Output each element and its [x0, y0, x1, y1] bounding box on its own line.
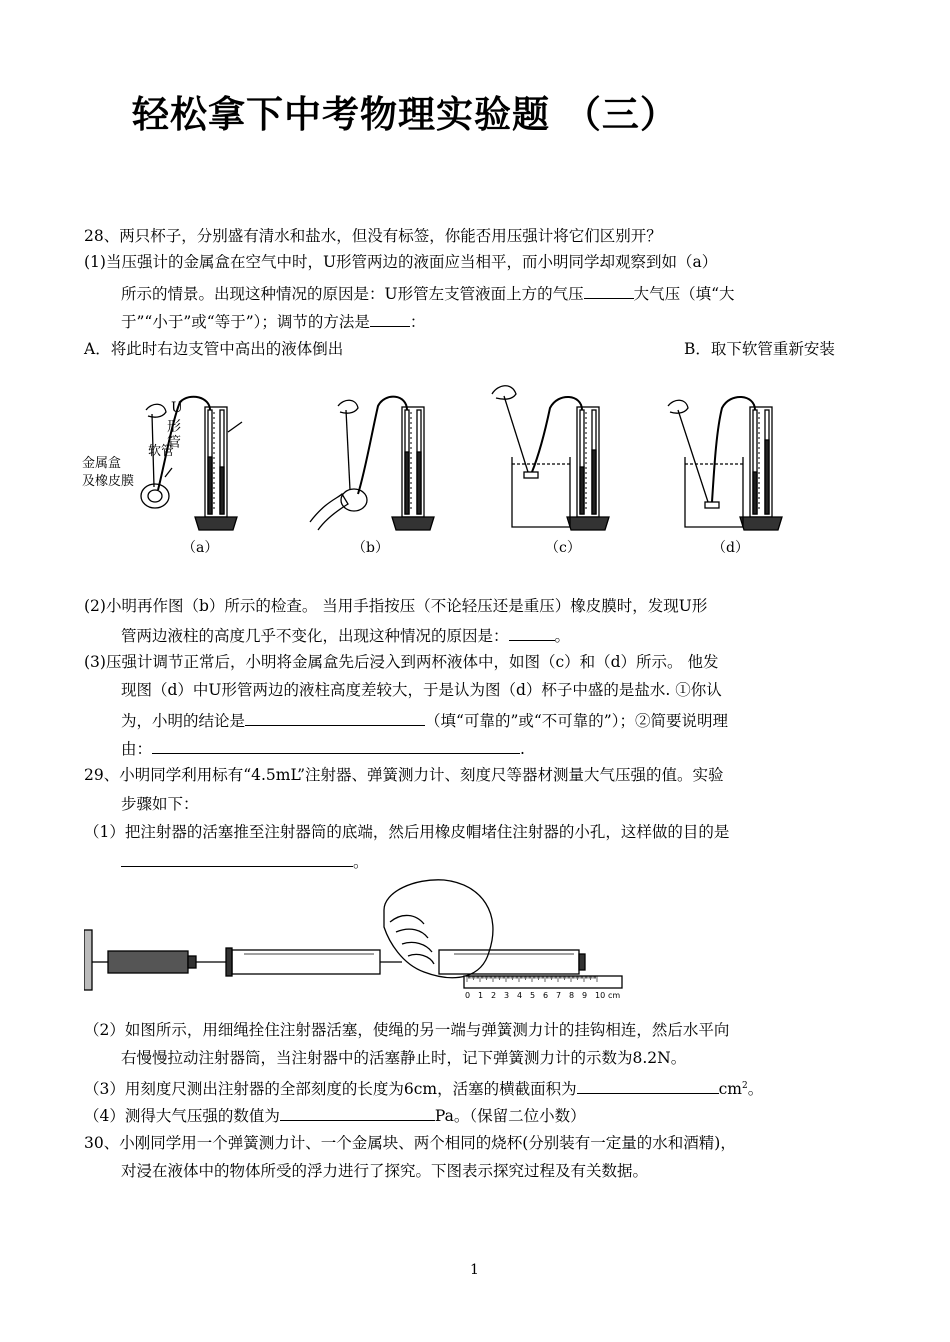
ruler-label: 4 — [517, 991, 523, 1000]
figure-d — [668, 397, 782, 530]
caption-a: （a） — [182, 540, 219, 556]
q30-line1: 30、小刚同学用一个弹簧测力计、一个金属块、两个相同的烧杯(分别装有一定量的水和酒精)， — [84, 1134, 736, 1152]
q28-part3-line2: 现图（d）中U形管两边的液柱高度差较大，于是认为图（d）杯子中盛的是盐水. ①你认 — [121, 681, 722, 699]
q28-part2-line2: 管两边液柱的高度几乎不变化，出现这种情况的原因是： 。 — [121, 624, 570, 646]
q28-blank-pressure[interactable] — [584, 282, 634, 299]
q29-part2-line1: （2）如图所示，用细绳拴住注射器活塞，使绳的另一端与弹簧测力计的挂钩相连，然后水平向 — [84, 1021, 730, 1039]
ruler-label: 8 — [569, 991, 575, 1000]
ruler-label: cm — [608, 991, 621, 1000]
q29-part1-line2: 。 — [121, 850, 369, 872]
q28-blank-explanation[interactable] — [152, 737, 520, 754]
q29-part3: （3）用刻度尺测出注射器的全部刻度的长度为6cm，活塞的横截面积为 $cm^2$。 — [84, 1076, 763, 1099]
page-title: 轻松拿下中考物理实验题 （三） — [132, 93, 678, 136]
q29-stem-line1: 29、小明同学利用标有“4.5mL”注射器、弹簧测力计、刻度尺等器材测量大气压强的值。实验 — [84, 766, 724, 784]
fig-label-xing: 形 — [167, 419, 181, 435]
q29-blank-pressure[interactable] — [280, 1104, 435, 1121]
q28-blank-conclusion[interactable] — [245, 709, 425, 726]
q28-part2-line1: (2)小明再作图（b）所示的检查。 当用手指按压（不论轻压还是重压）橡皮膜时，发现U形 — [84, 597, 708, 615]
figure-a — [141, 397, 242, 530]
caption-b: （b） — [352, 540, 389, 556]
q29-blank-area[interactable] — [577, 1077, 719, 1094]
figure-c — [492, 386, 609, 530]
caption-d: （d） — [712, 540, 749, 556]
ruler-label: 7 — [556, 991, 562, 1000]
q28-blank-method[interactable] — [370, 310, 410, 327]
ruler-label: 0 — [465, 991, 471, 1000]
q29-part4: （4）测得大气压强的数值为 Pa。（保留二位小数） — [84, 1104, 586, 1126]
q28-part1-line2: 所示的情景。出现这种情况的原因是：U形管左支管液面上方的气压 大气压（填“大 — [121, 282, 735, 304]
q28-part3-line3: 为，小明的结论是 （填“可靠的”或“不可靠的”）；②简要说明理 — [121, 709, 728, 731]
q28-part3-line4: 由： . — [121, 737, 525, 759]
pressure-gauge-figures — [80, 372, 880, 537]
q28-stem: 28、两只杯子，分别盛有清水和盐水，但没有标签，你能否用压强计将它们区别开？ — [84, 227, 662, 245]
q28-option-a: A．将此时右边支管中高出的液体倒出 — [84, 340, 344, 358]
q28-option-b: B．取下软管重新安装 — [684, 340, 835, 358]
q28-part1-line1: (1)当压强计的金属盒在空气中时，U形管两边的液面应当相平，而小明同学却观察到如（a） — [84, 253, 718, 271]
page-number: 1 — [470, 1262, 479, 1278]
fig-label-soft-tube: 软管 — [148, 444, 175, 459]
q29-part1-line1: （1）把注射器的活塞推至注射器筒的底端，然后用橡皮帽堵住注射器的小孔，这样做的目的是 — [84, 823, 730, 841]
fig-label-guan: 管 — [167, 435, 181, 451]
ruler-labels — [465, 991, 620, 1000]
ruler-label: 3 — [504, 991, 510, 1000]
ruler-label: 6 — [543, 991, 549, 1000]
ruler-label: 9 — [582, 991, 588, 1000]
ruler-label: 5 — [530, 991, 536, 1000]
fig-label-u: U — [171, 400, 183, 416]
q30-line2: 对浸在液体中的物体所受的浮力进行了探究。下图表示探究过程及有关数据。 — [121, 1162, 649, 1180]
fig-label-membrane: 及橡皮膜 — [82, 474, 135, 489]
ruler-label: 2 — [491, 991, 497, 1000]
syringe-figure — [84, 872, 644, 1010]
q28-blank-reason[interactable] — [509, 624, 555, 641]
q28-part1-line3: 于”“小于”或“等于”）；调节的方法是 ： — [121, 310, 425, 332]
q29-part2-line2: 右慢慢拉动注射器筒，当注射器中的活塞静止时，记下弹簧测力计的示数为8.2N。 — [121, 1049, 687, 1067]
fig-label-metal-box: 金属盒 — [82, 456, 122, 471]
figure-b — [310, 397, 434, 530]
q29-blank-purpose[interactable] — [121, 850, 353, 867]
ruler-label: 1 — [478, 991, 484, 1000]
q28-part3-line1: (3)压强计调节正常后，小明将金属盒先后浸入到两杯液体中，如图（c）和（d）所示。 他发 — [84, 653, 719, 671]
caption-c: （c） — [545, 540, 581, 556]
ruler-label: 10 — [595, 991, 606, 1000]
q29-stem-line2: 步骤如下： — [121, 795, 199, 813]
